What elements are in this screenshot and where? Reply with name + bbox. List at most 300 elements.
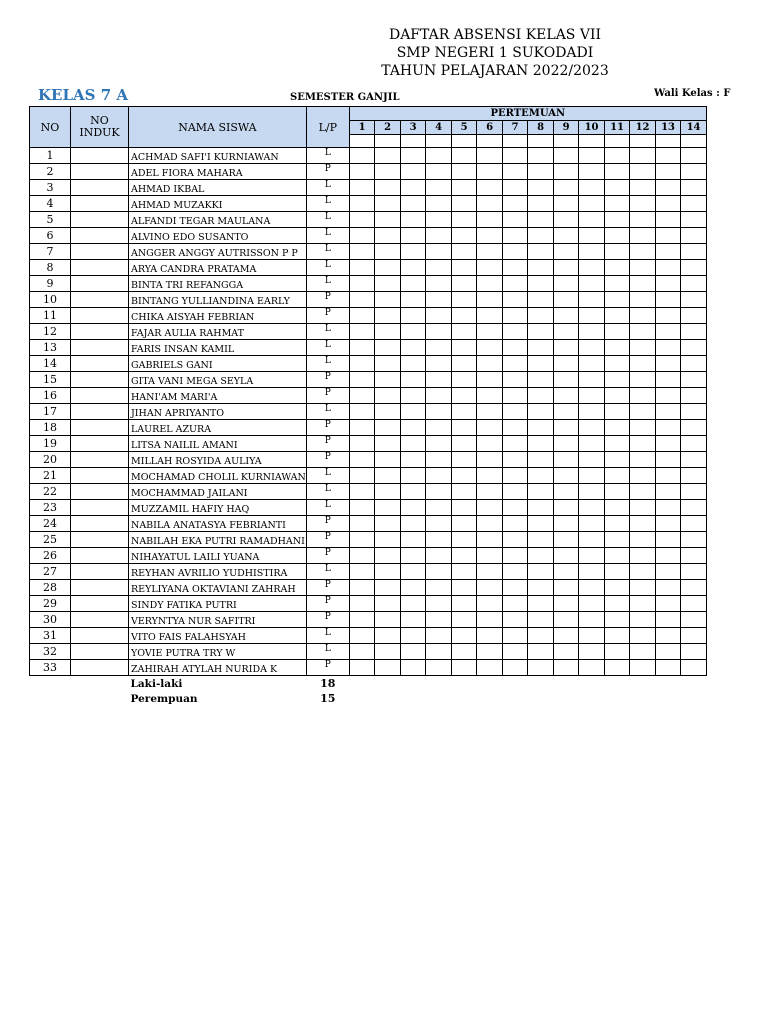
attendance-cell (375, 228, 401, 244)
header-no: NO (30, 107, 71, 148)
attendance-cell (655, 596, 681, 612)
attendance-cell (502, 276, 528, 292)
student-number: 23 (30, 500, 71, 516)
attendance-cell (349, 308, 375, 324)
attendance-cell (451, 324, 477, 340)
header-meeting-number: 10 (579, 121, 605, 135)
attendance-cell (426, 212, 452, 228)
attendance-cell (451, 180, 477, 196)
attendance-cell (426, 276, 452, 292)
student-induk-cell (71, 308, 129, 324)
attendance-cell (375, 468, 401, 484)
attendance-cell (681, 452, 707, 468)
attendance-cell (553, 180, 579, 196)
attendance-cell (477, 404, 503, 420)
attendance-cell (502, 596, 528, 612)
attendance-cell (579, 324, 605, 340)
attendance-cell (553, 436, 579, 452)
attendance-cell (426, 356, 452, 372)
attendance-cell (528, 212, 554, 228)
attendance-cell (655, 644, 681, 660)
attendance-cell (426, 532, 452, 548)
attendance-cell (604, 228, 630, 244)
attendance-cell (655, 340, 681, 356)
header-meeting-number: 9 (553, 121, 579, 135)
attendance-cell (426, 660, 452, 676)
attendance-cell (553, 612, 579, 628)
attendance-cell (681, 660, 707, 676)
student-induk-cell (71, 500, 129, 516)
attendance-cell (553, 196, 579, 212)
attendance-cell (579, 420, 605, 436)
student-name: NABILAH EKA PUTRI RAMADHANI (129, 532, 307, 548)
student-name: GABRIELS GANI (129, 356, 307, 372)
attendance-cell (630, 372, 656, 388)
attendance-cell (349, 148, 375, 164)
student-number: 33 (30, 660, 71, 676)
attendance-cell (375, 436, 401, 452)
student-number: 11 (30, 308, 71, 324)
attendance-cell (604, 564, 630, 580)
attendance-cell (528, 612, 554, 628)
attendance-cell (451, 436, 477, 452)
attendance-cell (502, 340, 528, 356)
attendance-cell (477, 580, 503, 596)
student-induk-cell (71, 532, 129, 548)
attendance-cell (553, 260, 579, 276)
attendance-cell (426, 436, 452, 452)
table-row (30, 308, 707, 324)
student-gender: P (306, 292, 349, 308)
attendance-cell (349, 596, 375, 612)
student-name: NABILA ANATASYA FEBRIANTI (129, 516, 307, 532)
attendance-cell (349, 228, 375, 244)
student-number: 21 (30, 468, 71, 484)
attendance-cell (630, 292, 656, 308)
student-induk-cell (71, 548, 129, 564)
student-number: 14 (30, 356, 71, 372)
table-row (30, 180, 707, 196)
student-name: CHIKA AISYAH FEBRIAN (129, 308, 307, 324)
attendance-cell (553, 308, 579, 324)
attendance-cell (426, 292, 452, 308)
attendance-cell (477, 516, 503, 532)
attendance-cell (400, 532, 426, 548)
attendance-cell (681, 388, 707, 404)
student-induk-cell (71, 644, 129, 660)
attendance-cell (630, 244, 656, 260)
attendance-cell (375, 564, 401, 580)
table-row (30, 196, 707, 212)
student-gender: L (306, 628, 349, 644)
student-number: 20 (30, 452, 71, 468)
attendance-cell (451, 164, 477, 180)
attendance-cell (681, 260, 707, 276)
table-row (30, 548, 707, 564)
attendance-cell (579, 164, 605, 180)
attendance-cell (655, 244, 681, 260)
attendance-cell (604, 436, 630, 452)
attendance-cell (604, 516, 630, 532)
attendance-cell (630, 260, 656, 276)
summary-row (30, 676, 707, 692)
attendance-cell (426, 452, 452, 468)
student-number: 6 (30, 228, 71, 244)
attendance-cell (349, 164, 375, 180)
attendance-cell (655, 228, 681, 244)
student-gender: L (306, 260, 349, 276)
student-gender: L (306, 148, 349, 164)
attendance-cell (528, 308, 554, 324)
student-name: FARIS INSAN KAMIL (129, 340, 307, 356)
student-induk-cell (71, 484, 129, 500)
attendance-cell (375, 180, 401, 196)
attendance-cell (528, 500, 554, 516)
attendance-cell (477, 644, 503, 660)
attendance-cell (630, 484, 656, 500)
student-name: GITA VANI MEGA SEYLA (129, 372, 307, 388)
table-row (30, 420, 707, 436)
attendance-cell (477, 260, 503, 276)
student-name: ACHMAD SAFI'I KURNIAWAN (129, 148, 307, 164)
attendance-cell (655, 308, 681, 324)
attendance-cell (604, 660, 630, 676)
attendance-cell (604, 452, 630, 468)
attendance-cell (349, 612, 375, 628)
attendance-cell (400, 580, 426, 596)
attendance-cell (553, 164, 579, 180)
attendance-cell (630, 212, 656, 228)
attendance-cell (630, 388, 656, 404)
table-row (30, 612, 707, 628)
attendance-cell (528, 388, 554, 404)
attendance-cell (528, 596, 554, 612)
attendance-cell (349, 244, 375, 260)
header-meeting-blank-cell (400, 135, 426, 148)
student-induk-cell (71, 580, 129, 596)
student-induk-cell (71, 612, 129, 628)
student-number: 4 (30, 196, 71, 212)
header-meeting-blank-cell (349, 135, 375, 148)
student-number: 30 (30, 612, 71, 628)
attendance-cell (451, 308, 477, 324)
attendance-cell (655, 580, 681, 596)
attendance-cell (349, 468, 375, 484)
summary-spacer (349, 691, 706, 706)
attendance-cell (553, 596, 579, 612)
student-number: 2 (30, 164, 71, 180)
attendance-cell (400, 372, 426, 388)
attendance-cell (400, 516, 426, 532)
student-number: 24 (30, 516, 71, 532)
attendance-cell (579, 596, 605, 612)
attendance-cell (579, 260, 605, 276)
attendance-cell (400, 628, 426, 644)
attendance-cell (400, 388, 426, 404)
attendance-cell (349, 548, 375, 564)
student-induk-cell (71, 660, 129, 676)
attendance-cell (451, 148, 477, 164)
attendance-cell (579, 404, 605, 420)
attendance-cell (630, 468, 656, 484)
student-gender: P (306, 548, 349, 564)
table-row (30, 564, 707, 580)
header-meeting-blank-cell (528, 135, 554, 148)
table-row (30, 276, 707, 292)
student-name: BINTANG YULLIANDINA EARLY (129, 292, 307, 308)
student-induk-cell (71, 260, 129, 276)
attendance-cell (655, 180, 681, 196)
attendance-cell (502, 660, 528, 676)
attendance-cell (528, 660, 554, 676)
attendance-cell (451, 564, 477, 580)
attendance-cell (681, 436, 707, 452)
attendance-cell (655, 532, 681, 548)
attendance-cell (655, 548, 681, 564)
attendance-cell (375, 500, 401, 516)
student-name: ANGGER ANGGY AUTRISSON P P (129, 244, 307, 260)
attendance-cell (451, 372, 477, 388)
attendance-cell (426, 548, 452, 564)
attendance-cell (553, 580, 579, 596)
attendance-cell (502, 548, 528, 564)
attendance-cell (528, 468, 554, 484)
header-meeting-blank-cell (630, 135, 656, 148)
attendance-cell (477, 500, 503, 516)
attendance-cell (451, 548, 477, 564)
attendance-cell (451, 292, 477, 308)
summary-spacer (30, 691, 129, 706)
header-meeting-blank-cell (579, 135, 605, 148)
attendance-cell (451, 212, 477, 228)
attendance-cell (426, 420, 452, 436)
attendance-cell (528, 628, 554, 644)
student-name: REYHAN AVRILIO YUDHISTIRA (129, 564, 307, 580)
attendance-cell (630, 564, 656, 580)
table-row (30, 500, 707, 516)
student-induk-cell (71, 452, 129, 468)
attendance-cell (579, 228, 605, 244)
attendance-cell (502, 372, 528, 388)
student-number: 16 (30, 388, 71, 404)
attendance-cell (502, 628, 528, 644)
attendance-cell (477, 564, 503, 580)
attendance-cell (477, 292, 503, 308)
attendance-cell (579, 436, 605, 452)
header-meeting-number: 2 (375, 121, 401, 135)
attendance-cell (604, 148, 630, 164)
attendance-cell (375, 244, 401, 260)
attendance-cell (655, 612, 681, 628)
doc-title-line3: TAHUN PELAJARAN 2022/2023 (381, 63, 609, 79)
attendance-cell (477, 436, 503, 452)
student-number: 10 (30, 292, 71, 308)
attendance-cell (579, 452, 605, 468)
attendance-cell (451, 420, 477, 436)
student-number: 31 (30, 628, 71, 644)
attendance-cell (681, 500, 707, 516)
attendance-cell (375, 388, 401, 404)
attendance-cell (604, 196, 630, 212)
attendance-cell (528, 148, 554, 164)
student-name: MUZZAMIL HAFIY HAQ (129, 500, 307, 516)
attendance-cell (400, 612, 426, 628)
attendance-cell (375, 148, 401, 164)
attendance-cell (579, 564, 605, 580)
attendance-cell (604, 612, 630, 628)
attendance-cell (375, 324, 401, 340)
attendance-cell (681, 276, 707, 292)
attendance-cell (375, 276, 401, 292)
attendance-cell (477, 596, 503, 612)
attendance-cell (681, 340, 707, 356)
attendance-cell (630, 436, 656, 452)
attendance-cell (375, 404, 401, 420)
attendance-cell (502, 420, 528, 436)
attendance-cell (477, 164, 503, 180)
student-name: ALVINO EDO SUSANTO (129, 228, 307, 244)
student-gender: L (306, 404, 349, 420)
attendance-cell (655, 660, 681, 676)
attendance-cell (604, 644, 630, 660)
attendance-cell (604, 532, 630, 548)
attendance-cell (553, 548, 579, 564)
attendance-cell (579, 580, 605, 596)
attendance-cell (426, 596, 452, 612)
attendance-cell (604, 468, 630, 484)
attendance-cell (349, 500, 375, 516)
attendance-cell (400, 276, 426, 292)
attendance-cell (604, 388, 630, 404)
attendance-cell (553, 452, 579, 468)
attendance-cell (477, 212, 503, 228)
attendance-cell (553, 148, 579, 164)
attendance-cell (426, 388, 452, 404)
attendance-cell (579, 644, 605, 660)
attendance-cell (681, 612, 707, 628)
attendance-cell (375, 532, 401, 548)
student-gender: P (306, 516, 349, 532)
attendance-cell (375, 612, 401, 628)
attendance-cell (553, 644, 579, 660)
table-row (30, 580, 707, 596)
header-meeting-number: 1 (349, 121, 375, 135)
attendance-cell (375, 260, 401, 276)
attendance-cell (655, 356, 681, 372)
header-meeting-number: 3 (400, 121, 426, 135)
attendance-cell (528, 340, 554, 356)
attendance-cell (426, 564, 452, 580)
student-number: 15 (30, 372, 71, 388)
attendance-cell (400, 548, 426, 564)
attendance-cell (502, 452, 528, 468)
attendance-cell (553, 516, 579, 532)
attendance-cell (426, 516, 452, 532)
attendance-cell (553, 228, 579, 244)
header-lp: L/P (306, 107, 349, 148)
attendance-cell (553, 564, 579, 580)
attendance-cell (400, 308, 426, 324)
header-nama-siswa: NAMA SISWA (129, 107, 307, 148)
attendance-cell (477, 340, 503, 356)
attendance-cell (553, 388, 579, 404)
attendance-cell (400, 196, 426, 212)
attendance-cell (553, 356, 579, 372)
attendance-cell (579, 212, 605, 228)
attendance-cell (655, 324, 681, 340)
attendance-cell (528, 484, 554, 500)
attendance-cell (349, 660, 375, 676)
student-number: 3 (30, 180, 71, 196)
table-row (30, 148, 707, 164)
attendance-cell (655, 164, 681, 180)
attendance-cell (681, 420, 707, 436)
attendance-cell (528, 452, 554, 468)
attendance-cell (349, 260, 375, 276)
attendance-cell (477, 180, 503, 196)
student-induk-cell (71, 212, 129, 228)
attendance-cell (528, 644, 554, 660)
student-induk-cell (71, 404, 129, 420)
attendance-cell (502, 532, 528, 548)
attendance-cell (477, 484, 503, 500)
header-meeting-blank-cell (553, 135, 579, 148)
attendance-cell (349, 532, 375, 548)
attendance-cell (579, 628, 605, 644)
attendance-cell (528, 356, 554, 372)
table-row (30, 596, 707, 612)
attendance-cell (349, 404, 375, 420)
student-induk-cell (71, 388, 129, 404)
attendance-cell (451, 660, 477, 676)
attendance-cell (375, 484, 401, 500)
attendance-cell (655, 388, 681, 404)
attendance-cell (426, 612, 452, 628)
header-no-induk-line1: NO (90, 114, 109, 127)
summary-spacer (349, 676, 706, 692)
attendance-cell (528, 372, 554, 388)
attendance-cell (579, 532, 605, 548)
student-gender: L (306, 564, 349, 580)
attendance-cell (502, 564, 528, 580)
attendance-cell (630, 404, 656, 420)
attendance-cell (400, 148, 426, 164)
attendance-cell (553, 484, 579, 500)
attendance-cell (655, 260, 681, 276)
attendance-cell (604, 340, 630, 356)
attendance-cell (375, 452, 401, 468)
attendance-cell (681, 644, 707, 660)
doc-title-line1: DAFTAR ABSENSI KELAS VII (388, 27, 602, 43)
attendance-cell (426, 180, 452, 196)
student-name: AHMAD IKBAL (129, 180, 307, 196)
attendance-cell (349, 372, 375, 388)
student-name: MILLAH ROSYIDA AULIYA (129, 452, 307, 468)
student-name: MOCHAMMAD JAILANI (129, 484, 307, 500)
attendance-cell (477, 388, 503, 404)
student-gender: L (306, 324, 349, 340)
class-label: KELAS 7 A (38, 86, 129, 104)
attendance-cell (681, 484, 707, 500)
attendance-cell (553, 500, 579, 516)
attendance-cell (375, 196, 401, 212)
student-number: 9 (30, 276, 71, 292)
attendance-cell (477, 324, 503, 340)
table-row (30, 660, 707, 676)
attendance-cell (426, 196, 452, 212)
attendance-cell (477, 148, 503, 164)
attendance-cell (604, 484, 630, 500)
